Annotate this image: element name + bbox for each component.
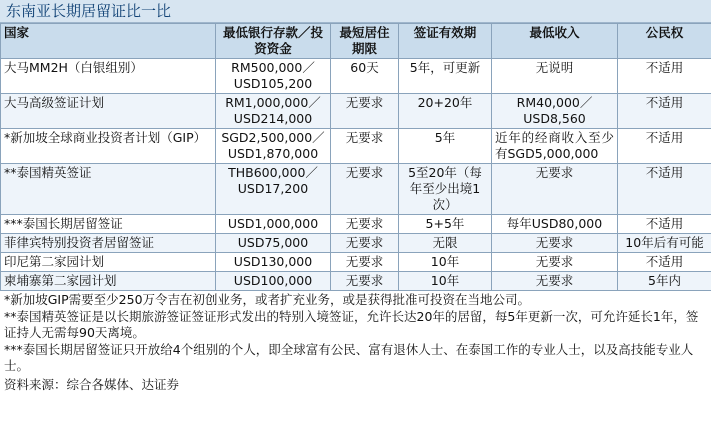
cell-country: *新加坡全球商业投资者计划（GIP） bbox=[1, 129, 216, 164]
comparison-table bbox=[0, 23, 711, 291]
cell-income: 近年的经商收入至少有SGD5,000,000 bbox=[492, 129, 618, 164]
cell-income: 无说明 bbox=[492, 59, 618, 94]
cell-validity: 5至20年（每年至少出境1次） bbox=[399, 164, 492, 215]
cell-stay: 无要求 bbox=[331, 129, 399, 164]
page-title: 东南亚长期居留证比一比 bbox=[0, 0, 711, 23]
cell-validity: 5年，可更新 bbox=[399, 59, 492, 94]
cell-investment: RM500,000／USD105,200 bbox=[216, 59, 331, 94]
cell-investment: USD75,000 bbox=[216, 234, 331, 253]
cell-validity: 10年 bbox=[399, 253, 492, 272]
cell-investment: RM1,000,000／USD214,000 bbox=[216, 94, 331, 129]
cell-investment: USD100,000 bbox=[216, 272, 331, 291]
header-stay: 最短居住期限 bbox=[331, 24, 399, 59]
cell-country: 印尼第二家园计划 bbox=[1, 253, 216, 272]
cell-validity: 20+20年 bbox=[399, 94, 492, 129]
table-row bbox=[1, 272, 711, 291]
cell-stay: 无要求 bbox=[331, 234, 399, 253]
cell-investment: SGD2,500,000／USD1,870,000 bbox=[216, 129, 331, 164]
cell-citizenship: 不适用 bbox=[618, 164, 711, 215]
table-row bbox=[1, 215, 711, 234]
cell-citizenship: 10年后有可能 bbox=[618, 234, 711, 253]
table-header-row bbox=[1, 24, 711, 59]
cell-income: RM40,000／USD8,560 bbox=[492, 94, 618, 129]
cell-country: 大马MM2H（白银组别） bbox=[1, 59, 216, 94]
cell-stay: 无要求 bbox=[331, 253, 399, 272]
cell-investment: THB600,000／USD17,200 bbox=[216, 164, 331, 215]
source-credit: 资料来源：综合各媒体、达证券 bbox=[4, 377, 180, 392]
footnote-thai-elite: **泰国精英签证是以长期旅游签证签证形式发出的特别入境签证，允许长达20年的居留，每5年更新一次，可允许延长1年，签证持人无需每90天离境。 bbox=[4, 309, 699, 340]
header-validity: 签证有效期 bbox=[399, 24, 492, 59]
cell-citizenship: 不适用 bbox=[618, 253, 711, 272]
footnote-thai-ltr: ***泰国长期居留签证只开放给4个组别的个人，即全球富有公民、富有退休人士、在泰国工作的专业人士，以及高技能专业人士。 bbox=[4, 342, 694, 373]
cell-citizenship: 不适用 bbox=[618, 129, 711, 164]
table-row bbox=[1, 94, 711, 129]
table-row bbox=[1, 234, 711, 253]
footnote-gip: *新加坡GIP需要至少250万令吉在初创业务，或者扩充业务，或是获得批准可投资在当地公司。 bbox=[4, 292, 531, 307]
cell-country: 柬埔寨第二家园计划 bbox=[1, 272, 216, 291]
cell-investment: USD1,000,000 bbox=[216, 215, 331, 234]
footnotes bbox=[0, 291, 711, 376]
header-country: 国家 bbox=[1, 24, 216, 59]
cell-validity: 5年 bbox=[399, 129, 492, 164]
header-investment: 最低银行存款／投资资金 bbox=[216, 24, 331, 59]
cell-validity: 无限 bbox=[399, 234, 492, 253]
cell-stay: 无要求 bbox=[331, 215, 399, 234]
cell-income: 无要求 bbox=[492, 234, 618, 253]
cell-citizenship: 不适用 bbox=[618, 94, 711, 129]
cell-stay: 无要求 bbox=[331, 272, 399, 291]
cell-income: 每年USD80,000 bbox=[492, 215, 618, 234]
cell-stay: 60天 bbox=[331, 59, 399, 94]
header-citizenship: 公民权 bbox=[618, 24, 711, 59]
cell-citizenship: 5年内 bbox=[618, 272, 711, 291]
table-row bbox=[1, 59, 711, 94]
cell-country: 大马高级签证计划 bbox=[1, 94, 216, 129]
cell-country: ***泰国长期居留签证 bbox=[1, 215, 216, 234]
cell-investment: USD130,000 bbox=[216, 253, 331, 272]
table-row bbox=[1, 129, 711, 164]
header-income: 最低收入 bbox=[492, 24, 618, 59]
table-row bbox=[1, 164, 711, 215]
cell-income: 无要求 bbox=[492, 272, 618, 291]
cell-citizenship: 不适用 bbox=[618, 215, 711, 234]
cell-validity: 5+5年 bbox=[399, 215, 492, 234]
cell-income: 无要求 bbox=[492, 253, 618, 272]
cell-validity: 10年 bbox=[399, 272, 492, 291]
cell-country: 菲律宾特别投资者居留签证 bbox=[1, 234, 216, 253]
table-row bbox=[1, 253, 711, 272]
cell-stay: 无要求 bbox=[331, 94, 399, 129]
cell-stay: 无要求 bbox=[331, 164, 399, 215]
cell-income: 无要求 bbox=[492, 164, 618, 215]
cell-citizenship: 不适用 bbox=[618, 59, 711, 94]
cell-country: **泰国精英签证 bbox=[1, 164, 216, 215]
